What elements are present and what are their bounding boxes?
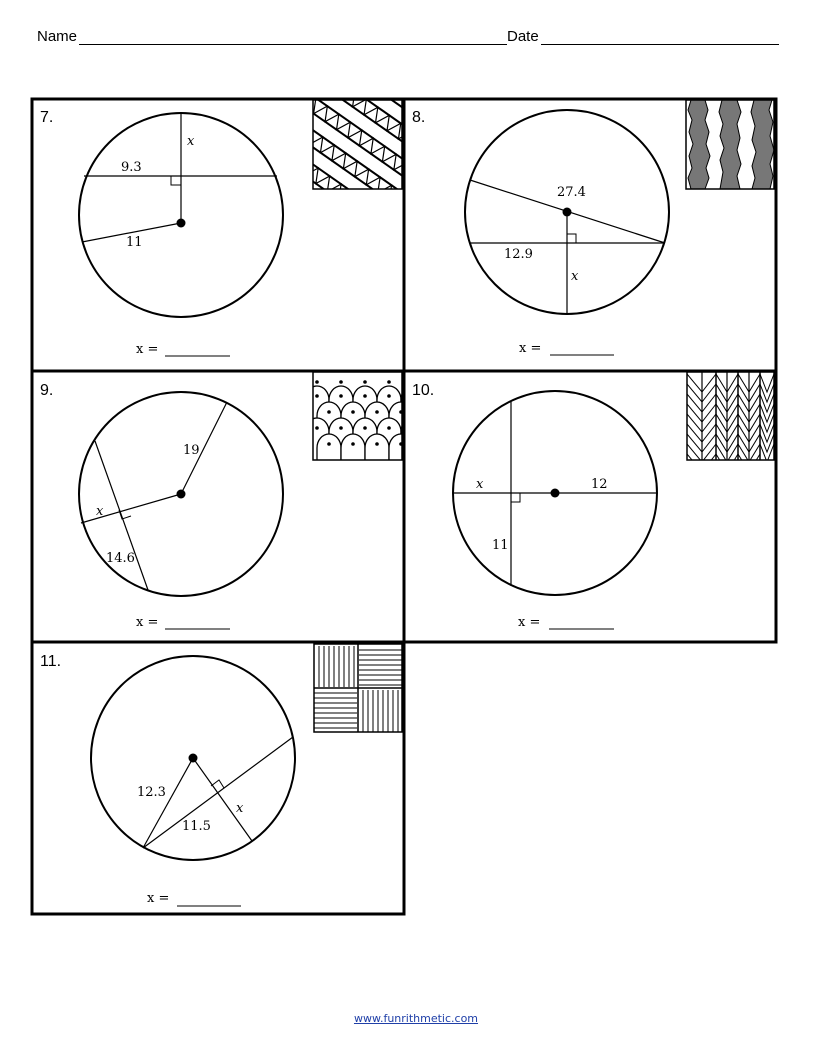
problem-8 (412, 100, 774, 356)
segment-label: 27.4 (557, 185, 586, 200)
segment-label: x (476, 477, 484, 492)
answer-prefix: x = (136, 615, 159, 630)
problem-10 (412, 372, 774, 630)
center-point (177, 219, 186, 228)
zentangle-pattern-basketweave (314, 644, 402, 732)
segment-label: x (96, 504, 104, 519)
problem-11 (40, 644, 402, 906)
problem-number: 7. (40, 109, 54, 126)
footer-link[interactable]: www.funrithmetic.com (353, 1012, 479, 1025)
problem-number: 8. (412, 109, 426, 126)
zentangle-pattern-stripes (686, 100, 774, 189)
center-point (177, 490, 186, 499)
segment-label: 12.9 (504, 247, 533, 262)
segment-label: 12 (591, 477, 608, 492)
problem-7 (40, 56, 451, 357)
center-point (551, 489, 560, 498)
segment-label: 19 (183, 443, 200, 458)
segment-label: 11.5 (182, 819, 211, 834)
zentangle-pattern-herringbone (687, 372, 774, 472)
segment-label: 12.3 (137, 785, 166, 800)
zentangle-pattern-scales (305, 372, 425, 488)
segment-label: x (571, 269, 579, 284)
problem-9 (40, 372, 425, 630)
segment-label: 9.3 (121, 160, 142, 175)
segment-label: 11 (492, 538, 509, 553)
segment-label: x (187, 134, 195, 149)
circle-diagram (79, 113, 283, 317)
problem-number: 10. (412, 382, 435, 399)
name-label: Name (37, 28, 78, 45)
problem-number: 9. (40, 382, 54, 399)
segment-label: 14.6 (106, 551, 135, 566)
answer-prefix: x = (519, 341, 542, 356)
segment-label: 11 (126, 235, 143, 250)
zentangle-pattern-diagonal (268, 56, 452, 235)
answer-prefix: x = (518, 615, 541, 630)
center-point (189, 754, 198, 763)
date-label: Date (507, 28, 539, 45)
problem-number: 11. (40, 653, 62, 670)
answer-prefix: x = (147, 891, 170, 906)
center-point (563, 208, 572, 217)
answer-prefix: x = (136, 342, 159, 357)
segment-label: x (236, 801, 244, 816)
